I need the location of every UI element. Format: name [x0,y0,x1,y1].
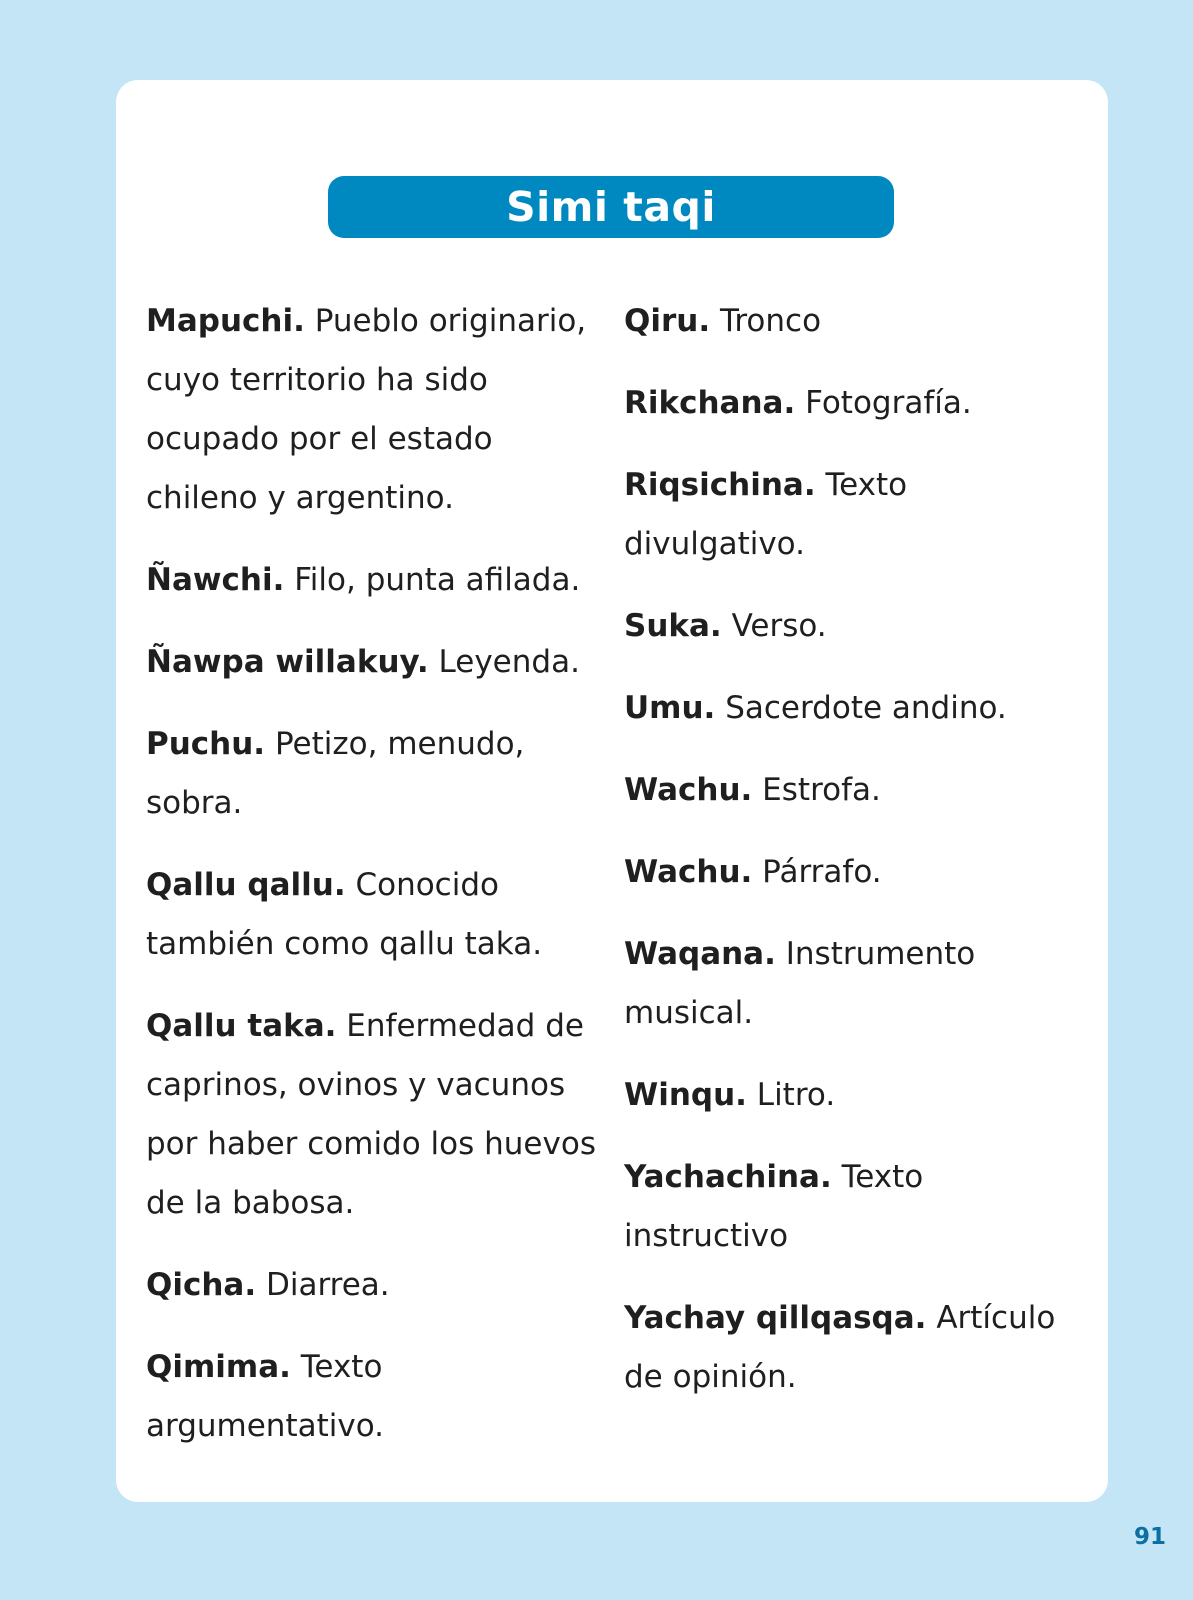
glossary-card [116,80,1108,1502]
glossary-entry [146,856,596,974]
glossary-definition: Estrofa. [762,772,881,808]
glossary-term: Waqana. [624,936,776,972]
glossary-definition: Filo, punta afilada. [294,562,581,598]
glossary-definition: Texto argumentativo. [146,1349,384,1444]
glossary-entry [624,1289,1094,1407]
glossary-term: Wachu. [624,854,753,890]
glossary-entry [146,292,596,528]
glossary-term: Qiru. [624,303,711,339]
glossary-definition: Conocido también como qallu taka. [146,867,543,962]
glossary-term: Rikchana. [624,385,796,421]
glossary-definition: Párrafo. [762,854,882,890]
glossary-entry [624,374,1094,433]
glossary-entry [146,997,596,1233]
title-banner [328,176,894,238]
glossary-entry [146,551,596,610]
glossary-definition: Tronco [719,303,822,339]
glossary-entry [624,679,1094,738]
glossary-term: Qallu qallu. [146,867,346,903]
glossary-term: Wachu. [624,772,753,808]
glossary-entry [624,925,1094,1043]
glossary-entry [624,292,1094,351]
glossary-entry [146,1338,596,1456]
glossary-definition: Texto divulgativo. [624,467,908,562]
glossary-term: Winqu. [624,1077,747,1113]
glossary-term: Yachachina. [624,1159,832,1195]
glossary-definition: Pueblo originario, cuyo territorio ha sido ocupado por el estado chileno y argentino. [146,303,587,516]
glossary-term: Qicha. [146,1267,257,1303]
glossary-term: Ñawchi. [146,562,285,598]
glossary-definition: Litro. [756,1077,836,1113]
glossary-column-right [624,292,1094,1430]
glossary-term: Umu. [624,690,716,726]
glossary-entry [624,1148,1094,1266]
glossary-definition: Fotografía. [805,385,972,421]
glossary-term: Ñawpa willakuy. [146,644,429,680]
glossary-entry [624,1066,1094,1125]
glossary-entry [146,1256,596,1315]
glossary-definition: Leyenda. [438,644,580,680]
glossary-entry [624,456,1094,574]
glossary-term: Qimima. [146,1349,291,1385]
glossary-definition: Sacerdote andino. [725,690,1007,726]
glossary-term: Qallu taka. [146,1008,337,1044]
glossary-definition: Petizo, menudo, sobra. [146,726,525,821]
glossary-entry [146,715,596,833]
glossary-definition: Diarrea. [265,1267,390,1303]
glossary-definition: Verso. [731,608,827,644]
page-number: 91 [1134,1524,1167,1550]
page-title: Simi taqi [506,182,716,231]
glossary-term: Suka. [624,608,722,644]
glossary-definition: Texto instructivo [624,1159,924,1254]
glossary-definition: Instrumento musical. [624,936,976,1031]
glossary-definition: Enfermedad de caprinos, ovinos y vacunos por haber comido los huevos de la babosa. [146,1008,596,1221]
glossary-definition: Artículo de opinión. [624,1300,1056,1395]
glossary-entry [146,633,596,692]
glossary-entry [624,761,1094,820]
glossary-column-left [146,292,596,1479]
glossary-term: Riqsichina. [624,467,816,503]
glossary-entry [624,843,1094,902]
glossary-entry [624,597,1094,656]
glossary-term: Mapuchi. [146,303,305,339]
glossary-term: Puchu. [146,726,266,762]
glossary-term: Yachay qillqasqa. [624,1300,927,1336]
